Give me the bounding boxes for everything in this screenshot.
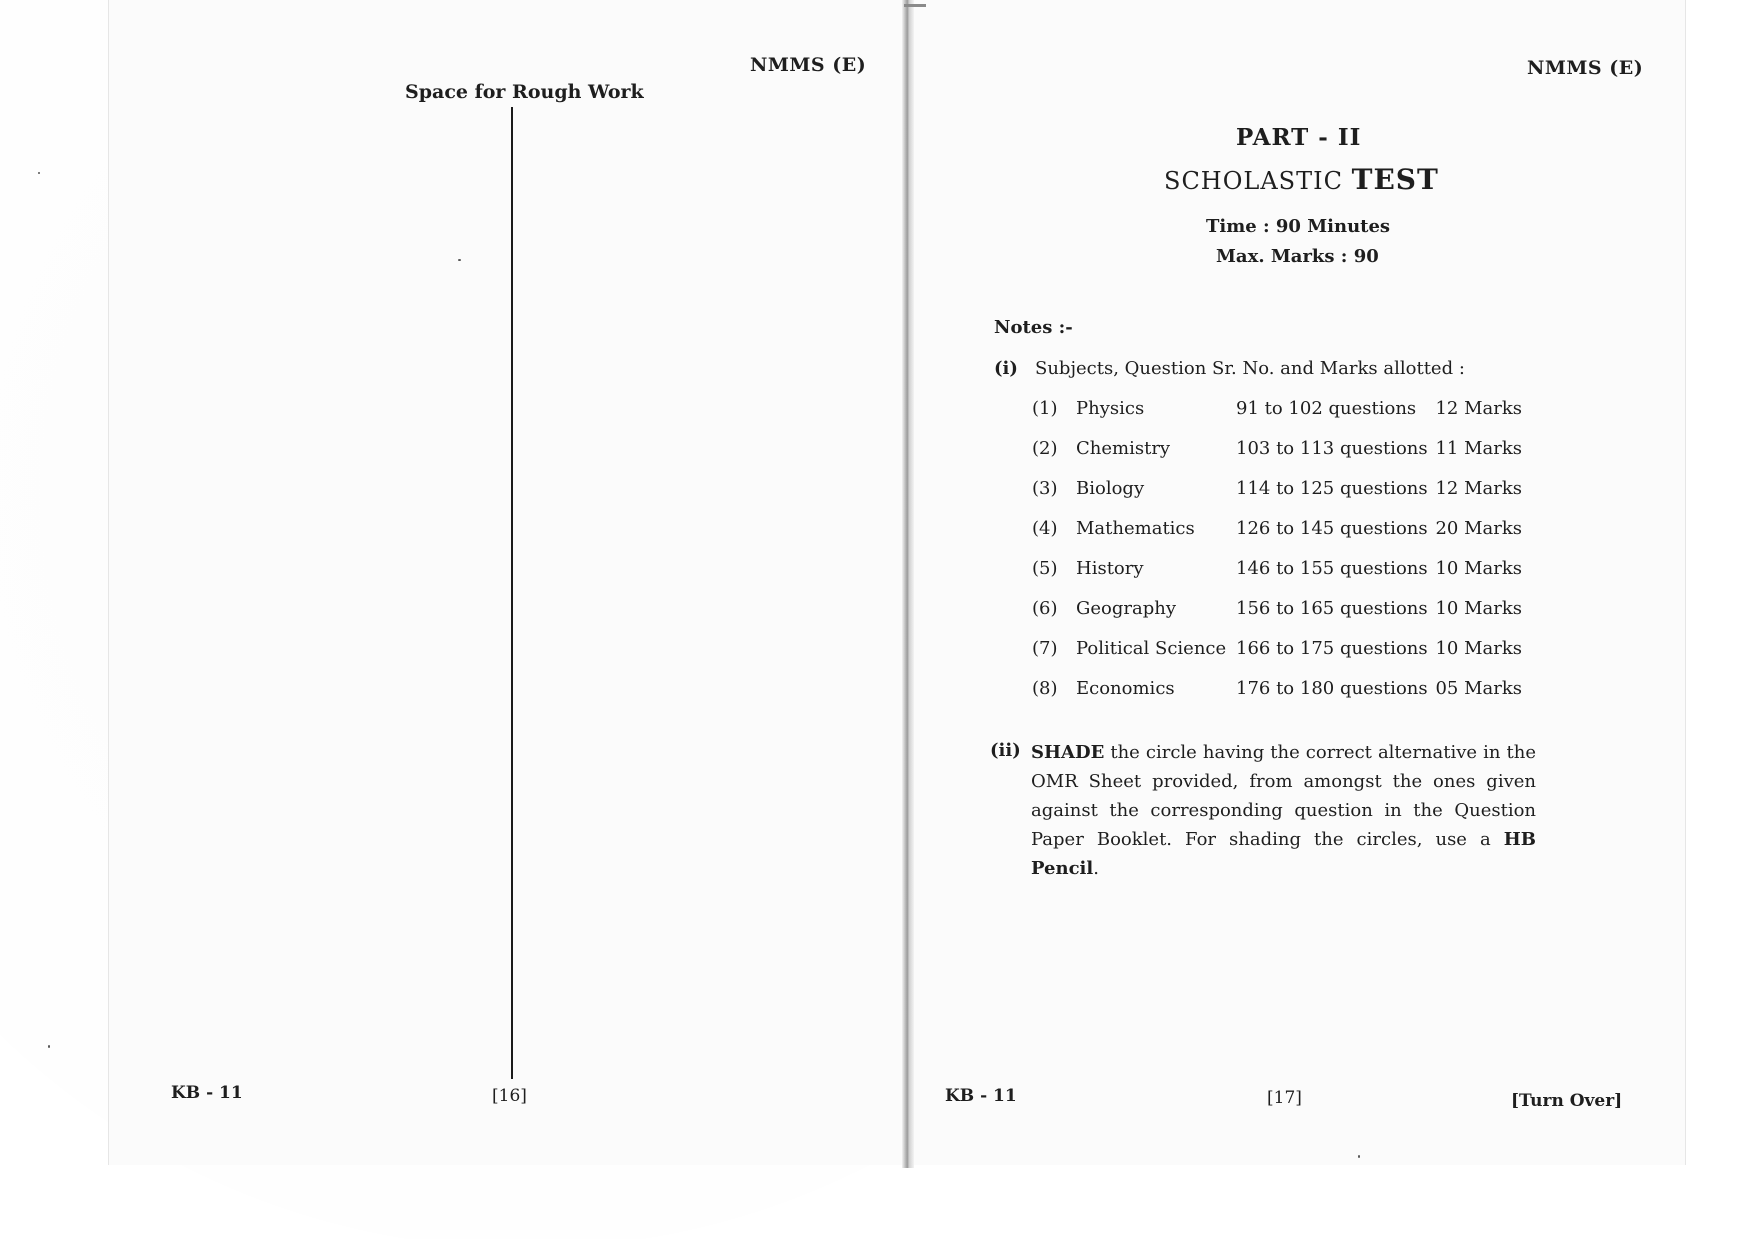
subject-name: Chemistry xyxy=(1076,438,1171,459)
question-range: 103 to 113 questions xyxy=(1236,438,1428,459)
right-page-number: [17] xyxy=(1267,1088,1302,1108)
table-row xyxy=(1032,398,1552,424)
notes-label: Notes :- xyxy=(994,317,1073,338)
subject-marks: 10 Marks xyxy=(1435,558,1522,579)
subject-number: (1) xyxy=(1032,398,1058,419)
subject-marks: 11 Marks xyxy=(1435,438,1522,459)
time-info: Time : 90 Minutes xyxy=(1206,216,1391,237)
left-header: NMMS (E) xyxy=(750,54,867,76)
subject-number: (8) xyxy=(1032,678,1058,699)
table-row xyxy=(1032,678,1552,704)
left-footer-code: KB - 11 xyxy=(171,1083,243,1103)
right-header: NMMS (E) xyxy=(1527,57,1644,79)
subject-marks: 05 Marks xyxy=(1435,678,1522,699)
part-title: PART - II xyxy=(1236,124,1362,151)
subject-marks: 12 Marks xyxy=(1435,478,1522,499)
subject-number: (2) xyxy=(1032,438,1058,459)
book-spine xyxy=(902,0,914,1168)
spine-edge xyxy=(904,4,926,7)
subject-name: Biology xyxy=(1076,478,1145,499)
table-row xyxy=(1032,598,1552,624)
question-range: 146 to 155 questions xyxy=(1236,558,1428,579)
subject-name: Geography xyxy=(1076,598,1177,619)
subject-name: History xyxy=(1076,558,1144,579)
note-i-text: Subjects, Question Sr. No. and Marks allotted : xyxy=(1035,358,1465,379)
subject-name: Political Science xyxy=(1076,638,1227,659)
subject-number: (4) xyxy=(1032,518,1058,539)
left-page-number: [16] xyxy=(492,1086,527,1106)
note-ii-end: . xyxy=(1093,858,1099,879)
note-ii-text: the circle having the correct alternative in the OMR Sheet provided, from amongst the ones given against the corresponding question in the Question Paper Booklet. For shading the circles, use a xyxy=(1031,742,1536,850)
max-marks-info: Max. Marks : 90 xyxy=(1216,246,1379,267)
turn-over-label: [Turn Over] xyxy=(1511,1091,1623,1111)
subject-number: (5) xyxy=(1032,558,1058,579)
question-range: 91 to 102 questions xyxy=(1236,398,1417,419)
question-range: 176 to 180 questions xyxy=(1236,678,1428,699)
subject-marks: 10 Marks xyxy=(1435,598,1522,619)
subject-name: Mathematics xyxy=(1076,518,1195,539)
subject-name: Physics xyxy=(1076,398,1145,419)
subject-number: (6) xyxy=(1032,598,1058,619)
question-range: 126 to 145 questions xyxy=(1236,518,1428,539)
test-title-word1: SCHOLASTIC xyxy=(1164,167,1343,195)
note-ii-emphasis-shade: SHADE xyxy=(1031,742,1105,763)
rough-work-divider xyxy=(511,107,513,1079)
subject-number: (3) xyxy=(1032,478,1058,499)
rough-work-title: Space for Rough Work xyxy=(405,81,644,103)
test-title-word2: TEST xyxy=(1351,163,1439,196)
speck xyxy=(38,172,40,174)
speck xyxy=(458,259,461,261)
table-row xyxy=(1032,478,1552,504)
left-page xyxy=(108,0,909,1165)
note-ii-paragraph xyxy=(1031,738,1536,883)
table-row xyxy=(1032,558,1552,584)
table-row xyxy=(1032,438,1552,464)
question-range: 156 to 165 questions xyxy=(1236,598,1428,619)
question-range: 166 to 175 questions xyxy=(1236,638,1428,659)
note-ii-number: (ii) xyxy=(990,740,1021,761)
test-title xyxy=(1164,163,1439,196)
subject-marks: 20 Marks xyxy=(1435,518,1522,539)
subject-number: (7) xyxy=(1032,638,1058,659)
right-footer-code: KB - 11 xyxy=(945,1086,1017,1106)
subject-marks: 12 Marks xyxy=(1435,398,1522,419)
table-row xyxy=(1032,638,1552,664)
note-ii-emphasis-pencil: HB Pencil xyxy=(1031,829,1536,879)
question-range: 114 to 125 questions xyxy=(1236,478,1428,499)
subject-name: Economics xyxy=(1076,678,1175,699)
note-i-number: (i) xyxy=(994,358,1018,379)
speck xyxy=(48,1045,50,1048)
speck xyxy=(1358,1155,1360,1158)
table-row xyxy=(1032,518,1552,544)
subject-marks: 10 Marks xyxy=(1435,638,1522,659)
